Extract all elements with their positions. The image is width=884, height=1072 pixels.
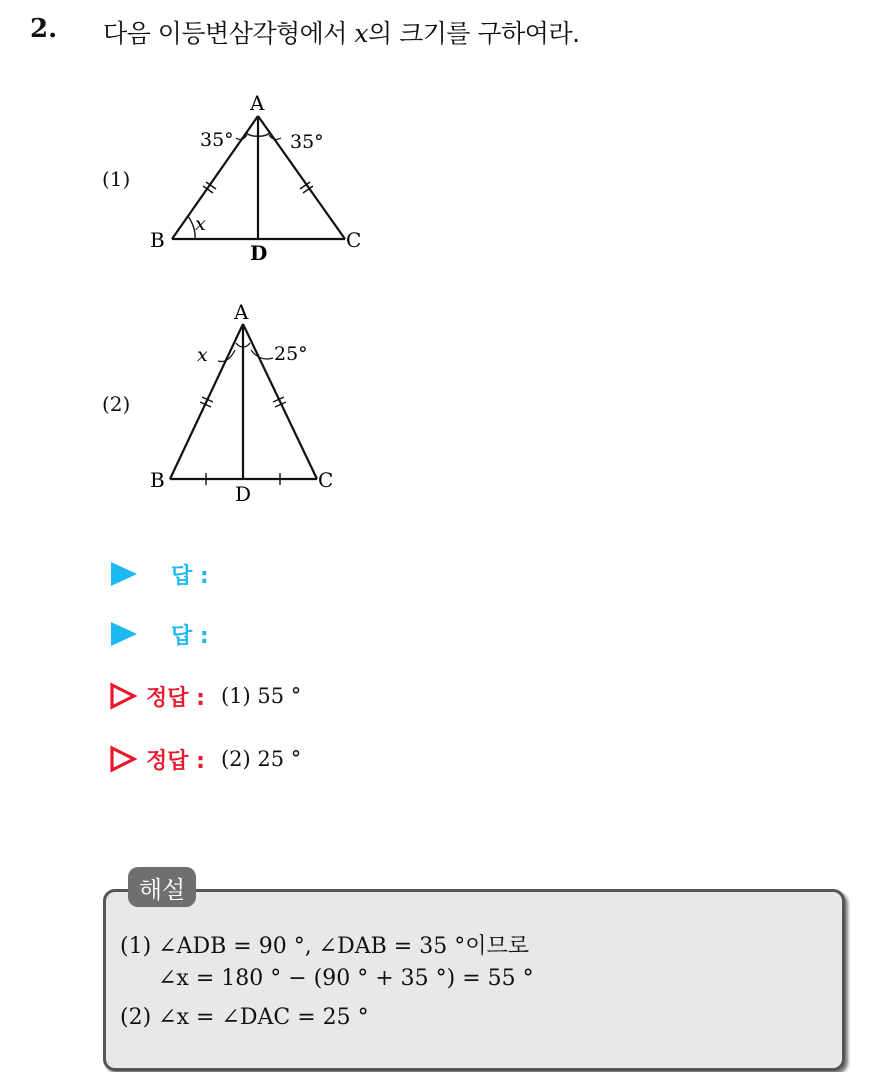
answer-row-1	[108, 558, 225, 590]
figure2-angle-x: x	[197, 344, 208, 366]
figure2-vertex-c: C	[318, 468, 334, 492]
figure1-vertex-c: C	[346, 228, 362, 252]
question-number: 2.	[30, 14, 58, 44]
figure1-angle-right: 35°	[290, 131, 324, 153]
correct-value: (1) 55 °	[220, 684, 302, 708]
figure1-vertex-a: A	[250, 91, 265, 115]
figure2-vertex-b: B	[150, 468, 165, 492]
solution-tag: 해설	[128, 867, 196, 907]
solution-line-1: (1) ∠ADB = 90 °, ∠DAB = 35 °이므로	[120, 934, 529, 959]
figure1-angle-left: 35°	[200, 129, 234, 151]
figure2-angle-right: 25°	[274, 343, 308, 365]
correct-row-2	[108, 743, 301, 775]
outline-triangle-icon	[108, 745, 138, 773]
figure1-vertex-d: D	[250, 241, 268, 265]
play-triangle-icon	[111, 562, 137, 586]
outline-triangle-icon	[108, 682, 138, 710]
solution-line-3: (2) ∠x = ∠DAC = 25 °	[120, 1005, 369, 1030]
correct-label: 정답 :	[146, 748, 205, 774]
figure2-part-label: (2)	[102, 392, 131, 416]
answer-row-2	[108, 618, 225, 650]
question-text-after: 의 크기를 구하여라.	[368, 19, 580, 48]
figure2-triangle	[140, 298, 360, 510]
correct-label: 정답 :	[146, 685, 205, 711]
question-variable: x	[354, 19, 369, 48]
answer-label: 답 :	[171, 623, 209, 649]
figure2-vertex-a: A	[234, 300, 249, 324]
question-text	[103, 14, 580, 50]
correct-row-1	[108, 680, 301, 712]
play-triangle-icon	[111, 622, 137, 646]
correct-value: (2) 25 °	[220, 747, 302, 771]
figure1-triangle	[140, 88, 380, 268]
figure1-part-label: (1)	[102, 167, 131, 191]
figure2-vertex-d: D	[235, 482, 252, 506]
question-text-before: 다음 이등변삼각형에서	[103, 19, 355, 48]
answer-label: 답 :	[171, 563, 209, 589]
figure1-vertex-b: B	[150, 228, 165, 252]
solution-line-2: ∠x = 180 ° − (90 ° + 35 °) = 55 °	[158, 966, 534, 991]
figure1-angle-x: x	[195, 213, 206, 235]
